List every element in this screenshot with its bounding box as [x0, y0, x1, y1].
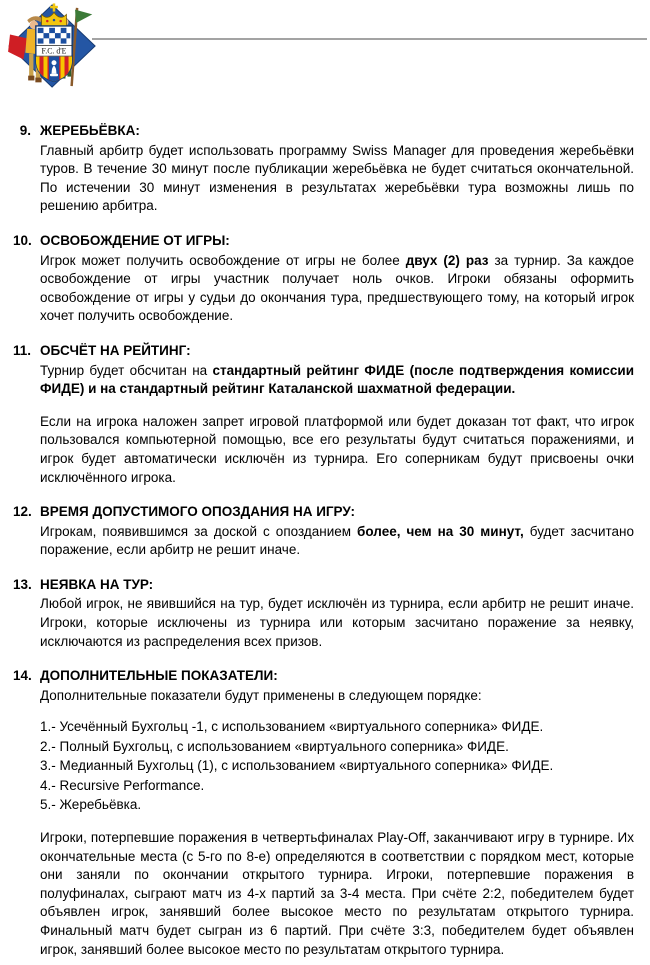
section-heading [13, 342, 634, 361]
section-title: ВРЕМЯ ДОПУСТИМОГО ОПОЗДАНИЯ НА ИГРУ: [40, 504, 355, 520]
regulations-content [0, 96, 650, 959]
playoff-closing-paragraph: Игроки, потерпевшие поражения в четвертьфиналах Play-Off, заканчивают игру в турнире. Их окончательные места (с 5-го по 8-е) определяются в соответствии с порядком мест, которые они заняли по окончании открытого турнира. Игроки, потерпевшие поражения в полуфиналах, сыграют матч из 4-х партий за 3-4 места. При счёте 2:2, победителем будет объявлен игрок, занявший более высокое место по результатам открытого турнира. Финальный матч будет сыгран из 6 партий. При счёте 3:3, победителем будет объявлен игрок, занявший более высокое место по результатам открытого турнира. [40, 829, 634, 957]
tiebreak-item: 5.- Жеребьёвка. [40, 797, 142, 813]
section-title: ОСВОБОЖДЕНИЕ ОТ ИГРЫ: [40, 232, 230, 248]
section-10-byes [13, 232, 634, 326]
section-heading [13, 667, 634, 686]
section-number: 14. [13, 668, 32, 684]
section-heading [13, 576, 634, 595]
section-title: ОБСЧЁТ НА РЕЙТИНГ: [40, 342, 191, 358]
section-title: ДОПОЛНИТЕЛЬНЫЕ ПОКАЗАТЕЛИ: [40, 668, 278, 684]
section-title: НЕЯВКА НА ТУР: [40, 576, 154, 592]
section-number: 12. [13, 504, 32, 520]
section-heading [13, 232, 634, 251]
tiebreak-item: 2.- Полный Бухгольц, с использованием «виртуального соперника» ФИДЕ. [40, 738, 509, 754]
crest-monogram: F.C. d'E [41, 46, 67, 56]
section-9-pairings [19, 122, 634, 216]
section-number: 9. [19, 123, 31, 138]
tiebreak-item: 4.- Recursive Performance. [40, 777, 205, 793]
section-12-lateness [13, 503, 634, 560]
section-11-rating [13, 342, 635, 487]
section-title: ЖЕРЕБЬЁВКА: [40, 123, 140, 138]
section-heading [19, 122, 634, 141]
section-number: 13. [13, 576, 32, 592]
section-paragraph: Турнир будет обсчитан на стандартный рейтинг ФИДЕ (после подтверждения комиссии ФИДЕ) и на стандартный рейтинг Каталанской шахматной федерации. [40, 362, 635, 397]
section-number: 11. [13, 342, 32, 358]
section-paragraph: Если на игрока наложен запрет игровой платформой или будет доказан тот факт, что игрок пользовался компьютерной помощью, все его результаты будут считаться поражениями, и игрок будет автоматически исключён из турнира. Его соперникам будут присвоены очки исключённого игрока. [40, 413, 634, 485]
section-heading [13, 503, 634, 522]
section-14-tiebreaks [13, 667, 634, 959]
section-paragraph: Игрокам, появившимся за доской с опозданием более, чем на 30 минут, будет засчитано поражение, если арбитр не решит иначе. [40, 523, 634, 558]
section-number: 10. [13, 232, 32, 248]
header-rule [92, 38, 647, 40]
section-paragraph: Игрок может получить освобождение от игры не более двух (2) раз за турнир. За каждое освобождение от игры участник получает ноль очков. Игроки обязаны оформить освобождение от игры у судьи до окончания тура, предшествующего тому, на который игрок хочет получить освобождение. [40, 252, 634, 324]
section-paragraph: Любой игрок, не явившийся на тур, будет исключён из турнира, если арбитр не решит иначе. Игроки, которые исключены из турнира или которым засчитано поражение за неявку, исключаются из распределения всех призов. [40, 596, 634, 649]
shield [36, 26, 72, 82]
section-paragraph: Дополнительные показатели будут применены в следующем порядке: [40, 687, 482, 703]
tiebreak-item: 1.- Усечённый Бухгольц -1, с использованием «виртуального соперника» ФИДЕ. [40, 719, 544, 735]
document-header [0, 0, 650, 96]
tiebreak-list [40, 717, 634, 815]
section-13-no-show [13, 576, 634, 651]
tiebreak-item: 3.- Медианный Бухгольц (1), с использованием «виртуального соперника» ФИДЕ. [40, 758, 554, 774]
section-paragraph: Главный арбитр будет использовать программу Swiss Manager для проведения жеребьёвки туров. В течение 30 минут после публикации жеребьёвка не будет считаться окончательной. По истечении 30 минут изменения в результатах жеребьёвки тура возможны лишь по решению арбитра. [40, 142, 634, 214]
chess-club-crest-icon [6, 2, 102, 90]
